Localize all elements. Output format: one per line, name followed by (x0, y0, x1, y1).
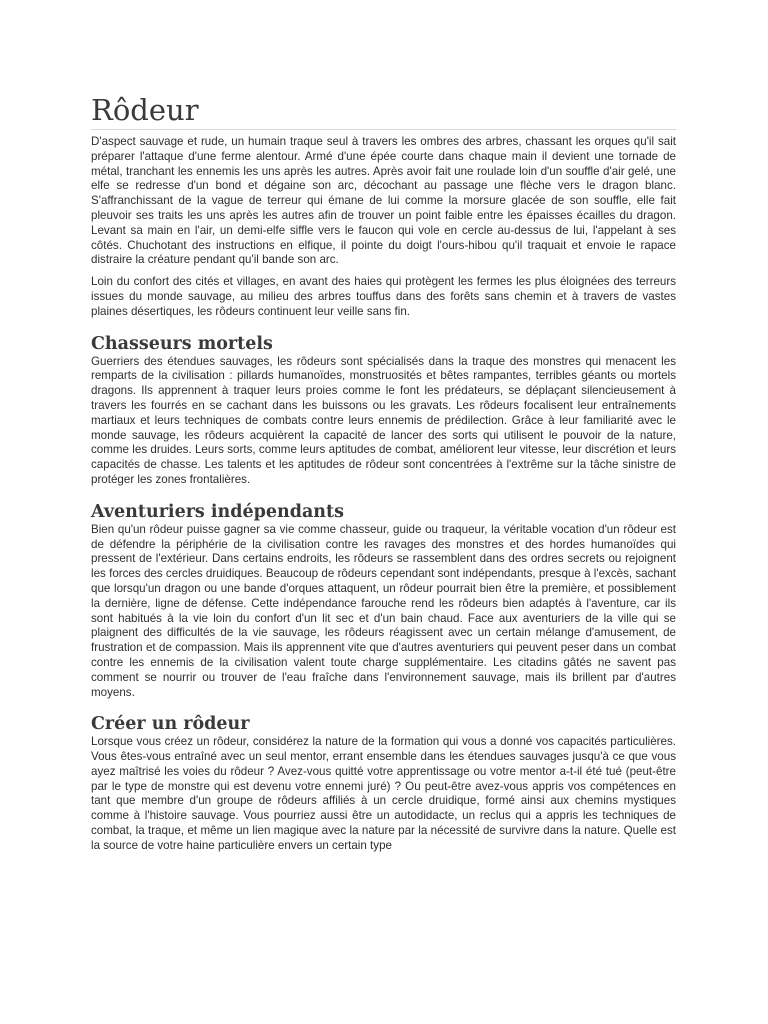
section-heading-aventuriers-independants: Aventuriers indépendants (91, 501, 344, 522)
page-title: Rôdeur (91, 92, 676, 130)
document-page (91, 92, 676, 854)
intro-paragraph-1: D'aspect sauvage et rude, un humain traque seul à travers les ombres des arbres, chassant les orques qu'il sait préparer l'attaque d'une ferme alentour. Armé d'une épée courte dans chaque main il devient une tornade de métal, tranchant les ennemis les uns après les autres. Après avoir fait une roulade loin d'un souffle d'air gelé, une elfe se redresse d'un bond et dégaine son arc, décochant au passage une flèche vers le dragon blanc. S'affranchissant de la vague de terreur qui émane de lui comme la morsure glacée de son souffle, elle fait pleuvoir ses traits les uns après les autres afin de trouver un point faible entre les épaisses écailles du dragon. Levant sa main en l'air, un demi-elfe siffle vers le faucon qui vole en cercle au-dessus de lui, l'appelant à ses côtés. Chuchotant des instructions en elfique, il pointe du doigt l'ours-hibou qu'il traquait et envoie le rapace distraire la créature pendant qu'il bande son arc. (91, 135, 676, 267)
section-heading-creer-un-rodeur: Créer un rôdeur (91, 714, 250, 735)
section-paragraph-creer-un-rodeur: Lorsque vous créez un rôdeur, considérez la nature de la formation qui vous a donné vos capacités particulières. Vous êtes-vous entraîné avec un seul mentor, errant ensemble dans les étendues sauvages jusqu'à ce que vous ayez maîtrisé les voies du rôdeur ? Avez-vous quitté votre apprentissage ou votre mentor a-t-il été tué (peut-être par le type de monstre qui est devenu votre ennemi juré) ? Ou peut-être avez-vous appris vos compétences en tant que membre d'un groupe de rôdeurs affiliés à un cercle druidique, formé ainsi aux chemins mystiques comme à l'histoire sauvage. Vous pourriez aussi être un autodidacte, un reclus qui a appris les techniques de combat, la traque, et même un lien magique avec la nature par la nécessité de survivre dans la nature. Quelle est la source de votre haine particulière envers un certain type (91, 735, 676, 852)
section-paragraph-aventuriers-independants: Bien qu'un rôdeur puisse gagner sa vie comme chasseur, guide ou traqueur, la véritable vocation d'un rôdeur est de défendre la périphérie de la civilisation contre les ravages des monstres et des hordes humanoïdes qui pressent de l'extérieur. Dans certains endroits, les rôdeurs se rassemblent dans des ordres secrets ou rejoignent les forces des cercles druidiques. Beaucoup de rôdeurs cependant sont indépendants, presque à l'excès, sachant que lorsqu'un dragon ou une bande d'orques attaquent, un rôdeur pourrait bien être la première, et possiblement la dernière, ligne de défense. Cette indépendance farouche rend les rôdeurs bien adaptés à l'aventure, car ils sont habitués à la vie loin du confort d'un lit sec et d'un bain chaud. Face aux aventuriers de la ville qui se plaignent des difficultés de la vie sauvage, les rôdeurs réagissent avec un certain mélange d'amusement, de frustration et de compassion. Mais ils apprennent vite que d'autres aventuriers qui peuvent peser dans un combat contre les ennemis de la civilisation valent toute charge supplémentaire. Les citadins gâtés ne savent pas comment se nourrir ou trouver de l'eau fraîche dans l'environnement sauvage, mais ils brillent par d'autres moyens. (91, 522, 676, 699)
intro-paragraph-2: Loin du confort des cités et villages, en avant des haies qui protègent les fermes les plus éloignées des terreurs issues du monde sauvage, au milieu des arbres touffus dans des forêts sans chemin et à travers de vastes plaines désertiques, les rôdeurs continuent leur veille sans fin. (91, 275, 676, 318)
section-heading-chasseurs-mortels: Chasseurs mortels (91, 333, 273, 354)
section-paragraph-chasseurs-mortels: Guerriers des étendues sauvages, les rôdeurs sont spécialisés dans la traque des monstres qui menacent les remparts de la civilisation : pillards humanoïdes, monstruosités et bêtes rampantes, terribles géants ou mortels dragons. Ils apprennent à traquer leurs proies comme le font les prédateurs, se déplaçant silencieusement à travers les fourrés en se cachant dans les buissons ou les gravats. Les rôdeurs focalisent leur entraînements martiaux et leurs techniques de combats contre leurs ennemis de prédilection. Grâce à leur familiarité avec le monde sauvage, les rôdeurs acquièrent la capacité de lancer des sorts qui utilisent le pouvoir de la nature, comme les druides. Leurs sorts, comme leurs aptitudes de combat, améliorent leur vitesse, leur discrétion et leurs capacités de chasse. Les talents et les aptitudes de rôdeur sont concentrées à l'extrême sur la tâche sinistre de protéger les zones frontalières. (91, 354, 676, 486)
